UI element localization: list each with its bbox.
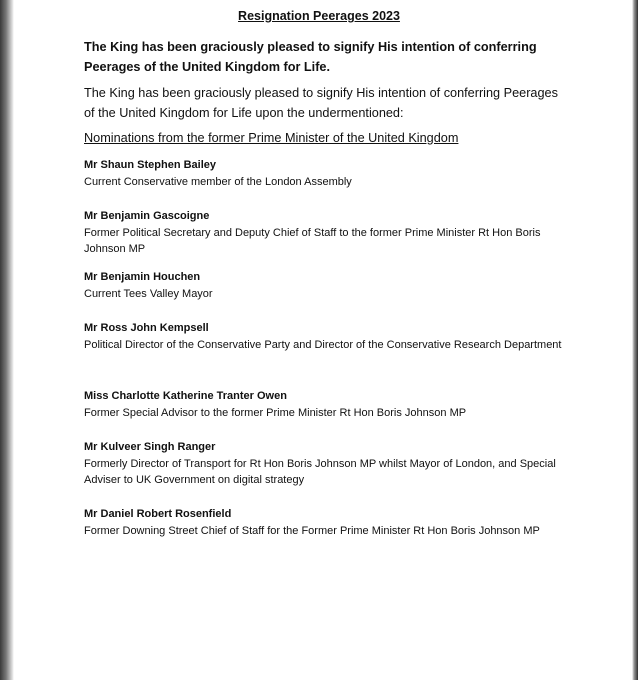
nominee-entry	[84, 157, 564, 190]
section-heading: Nominations from the former Prime Minister of the United Kingdom	[84, 131, 459, 145]
nominee-description: Former Special Advisor to the former Prime Minister Rt Hon Boris Johnson MP	[84, 407, 467, 419]
nominee-name: Mr Kulveer Singh Ranger	[84, 441, 216, 453]
document-title: Resignation Peerages 2023	[238, 9, 400, 23]
intro-paragraph: The King has been graciously pleased to signify His intention of conferring Peerages of the United Kingdom for Life upon the undermentioned:	[84, 86, 558, 120]
nominee-entry	[84, 269, 564, 302]
intro-bold-paragraph: The King has been graciously pleased to signify His intention of conferring Peerages of the United Kingdom for Life.	[84, 40, 537, 74]
nominee-name: Miss Charlotte Katherine Tranter Owen	[84, 390, 287, 402]
nominee-name: Mr Benjamin Gascoigne	[84, 210, 210, 222]
nominee-entry	[84, 388, 564, 421]
page-edge-shadow-right	[632, 0, 638, 680]
nominee-description: Current Tees Valley Mayor	[84, 288, 213, 300]
nominee-description: Current Conservative member of the London Assembly	[84, 176, 352, 188]
nominee-name: Mr Benjamin Houchen	[84, 271, 201, 283]
nominee-name: Mr Shaun Stephen Bailey	[84, 159, 217, 171]
page-edge-shadow-left	[0, 0, 14, 680]
nominee-description: Former Downing Street Chief of Staff for the Former Prime Minister Rt Hon Boris Johnson MP	[84, 525, 540, 537]
nominee-name: Mr Daniel Robert Rosenfield	[84, 508, 232, 520]
nominee-entry	[84, 439, 564, 488]
nominee-description: Formerly Director of Transport for Rt Hon Boris Johnson MP whilst Mayor of London, and Special Adviser to UK Government on digital strategy	[84, 458, 556, 486]
nominee-description: Former Political Secretary and Deputy Chief of Staff to the former Prime Minister Rt Hon Boris Johnson MP	[84, 227, 541, 255]
nominee-description: Political Director of the Conservative Party and Director of the Conservative Research Department	[84, 339, 562, 351]
nominee-entry	[84, 506, 564, 539]
nominee-name: Mr Ross John Kempsell	[84, 322, 209, 334]
nominee-entry	[84, 208, 564, 257]
nominee-entry	[84, 320, 564, 353]
